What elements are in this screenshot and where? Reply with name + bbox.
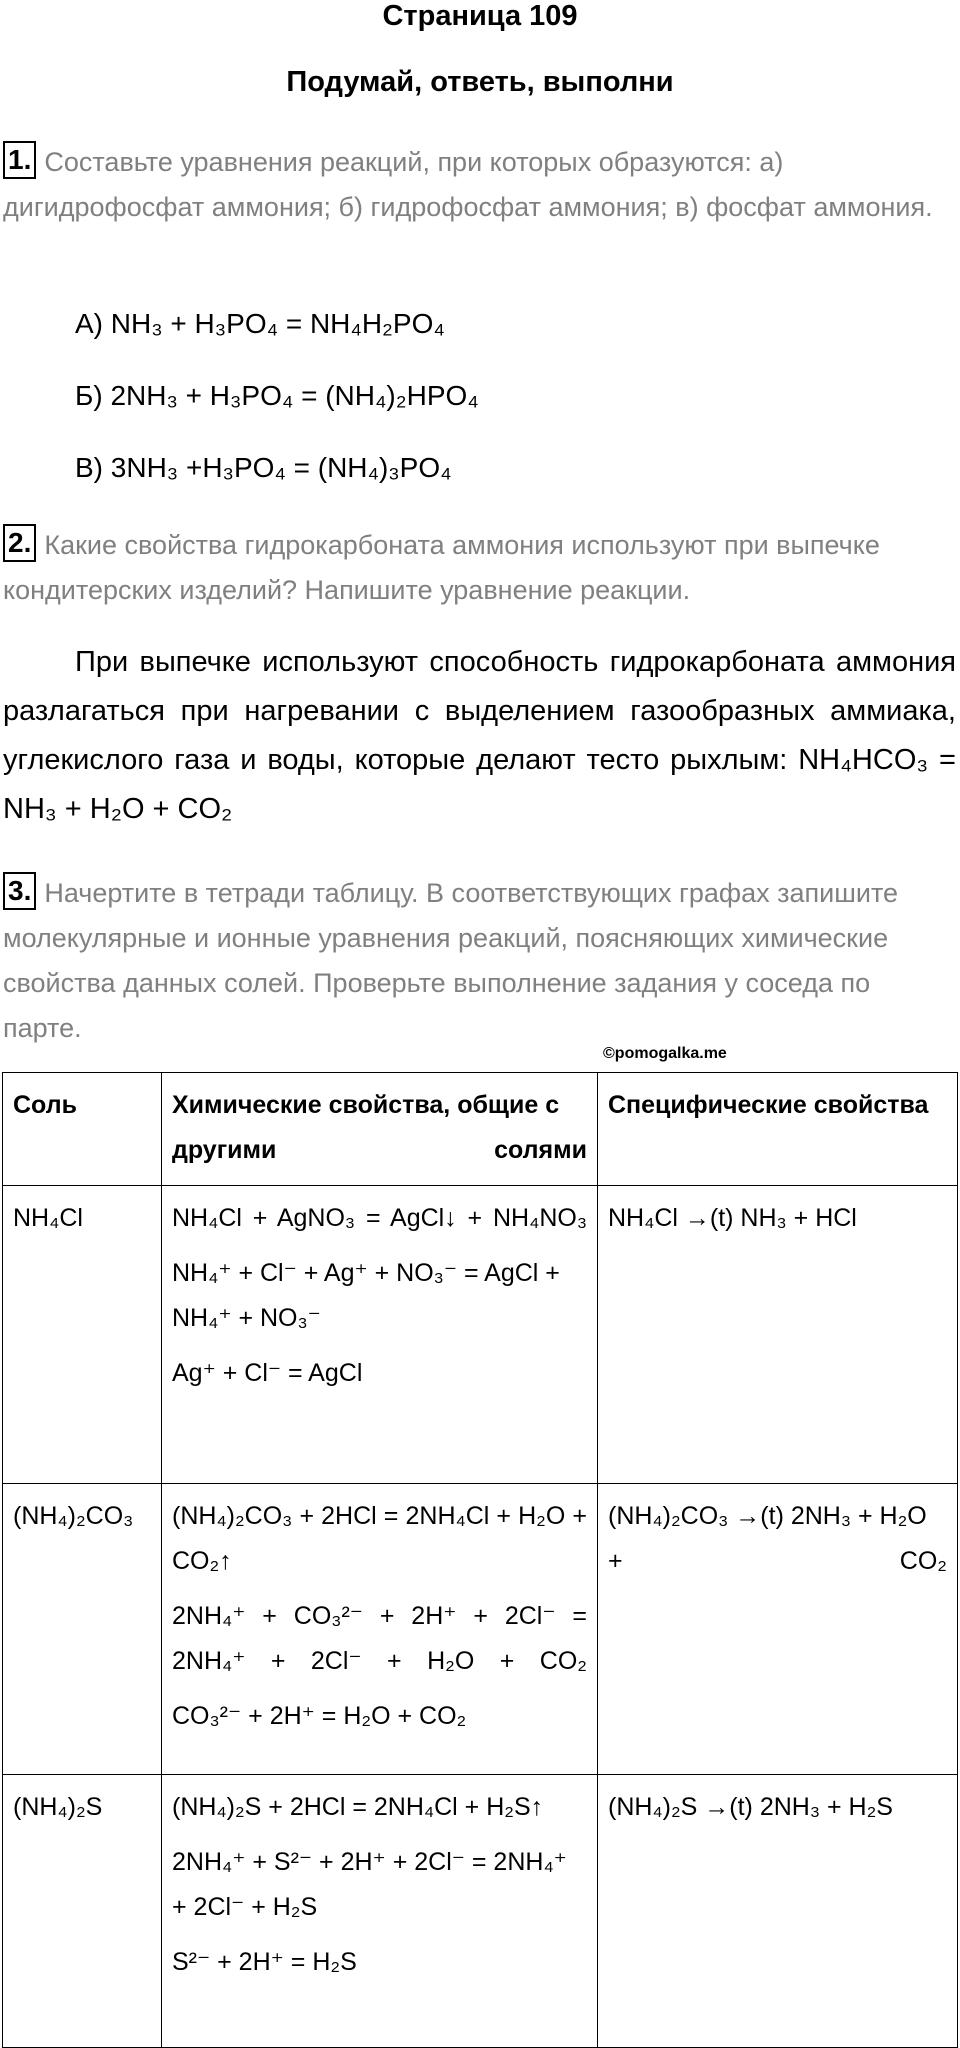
task-3-question bbox=[3, 871, 953, 1051]
salt-cell: (NH₄)₂CO₃ bbox=[3, 1484, 162, 1775]
molecular-equation: (NH₄)₂S + 2HCl = 2NH₄Cl + H₂S↑ bbox=[172, 1793, 544, 1821]
table-row bbox=[3, 1186, 958, 1484]
molecular-equation: NH₄Cl + AgNO₃ = AgCl↓ + NH₄NO₃ bbox=[172, 1204, 587, 1232]
common-properties-cell bbox=[162, 1186, 598, 1484]
header-common-properties: Химические свойства, общие с другими солями bbox=[162, 1073, 598, 1186]
header-specific-properties: Специфические свойства bbox=[598, 1073, 958, 1186]
task-2-text: Какие свойства гидрокарбоната аммония используют при выпечке кондитерских изделий? Напишите уравнение реакции. bbox=[3, 530, 880, 605]
task-3-text: Начертите в тетради таблицу. В соответствующих графах запишите молекулярные и ионные уравнения реакций, поясняющих химические свойства данных солей. Проверьте выполнение задания у соседа по парте. bbox=[3, 878, 899, 1043]
molecular-equation: (NH₄)₂CO₃ + 2HCl = 2NH₄Cl + H₂O + CO₂↑ bbox=[172, 1502, 587, 1575]
salts-table bbox=[2, 1072, 958, 2048]
task-1-answer-c: В) 3NH₃ +H₃PO₄ = (NH₄)₃PO₄ bbox=[75, 452, 452, 483]
short-ionic-equation: Ag⁺ + Cl⁻ = AgCl bbox=[172, 1359, 363, 1387]
salt-cell: NH₄Cl bbox=[3, 1186, 162, 1484]
specific-property-cell: (NH₄)₂CO₃ →(t) 2NH₃ + H₂O + CO₂ bbox=[598, 1484, 958, 1775]
page-title: Страница 109 bbox=[382, 0, 578, 32]
specific-property-cell: (NH₄)₂S →(t) 2NH₃ + H₂S bbox=[598, 1775, 958, 2048]
section-heading: Подумай, ответь, выполни bbox=[286, 66, 674, 98]
task-3-number: 3. bbox=[3, 872, 36, 910]
watermark: ©pomogalka.me bbox=[603, 1045, 727, 1062]
task-1-answer-b: Б) 2NH₃ + H₃PO₄ = (NH₄)₂HPO₄ bbox=[75, 380, 479, 411]
task-1-question bbox=[3, 140, 953, 230]
table-header-row bbox=[3, 1073, 958, 1186]
table-row bbox=[3, 1775, 958, 2048]
task-1-answer-a: А) NH₃ + H₃PO₄ = NH₄H₂PO₄ bbox=[75, 308, 445, 339]
full-ionic-equation: NH₄⁺ + Cl⁻ + Ag⁺ + NO₃⁻ = AgCl + NH₄⁺ + NO₃⁻ bbox=[172, 1259, 560, 1332]
task-1-text: Составьте уравнения реакций, при которых образуются: а) дигидрофосфат аммония; б) гидрофосфат аммония; в) фосфат аммония. bbox=[3, 147, 933, 222]
common-properties-cell bbox=[162, 1775, 598, 2048]
task-1-number: 1. bbox=[3, 141, 36, 179]
task-2-number: 2. bbox=[3, 524, 36, 562]
full-ionic-equation: 2NH₄⁺ + S²⁻ + 2H⁺ + 2Cl⁻ = 2NH₄⁺ + 2Cl⁻ + H₂S bbox=[172, 1848, 567, 1921]
table-row bbox=[3, 1484, 958, 1775]
short-ionic-equation: CO₃²⁻ + 2H⁺ = H₂O + CO₂ bbox=[172, 1702, 467, 1730]
task-2-answer: При выпечке используют способность гидрокарбоната аммония разлагаться при нагревании с выделением газообразных аммиака, углекислого газа и воды, которые делают тесто рыхлым: NH₄HCO₃ = NH₃ + H₂O + CO₂ bbox=[3, 646, 956, 825]
full-ionic-equation: 2NH₄⁺ + CO₃²⁻ + 2H⁺ + 2Cl⁻ = 2NH₄⁺ + 2Cl⁻ + H₂O + CO₂ bbox=[172, 1602, 587, 1675]
specific-property-cell: NH₄Cl →(t) NH₃ + HCl bbox=[598, 1186, 958, 1484]
salt-cell: (NH₄)₂S bbox=[3, 1775, 162, 2048]
common-properties-cell bbox=[162, 1484, 598, 1775]
short-ionic-equation: S²⁻ + 2H⁺ = H₂S bbox=[172, 1948, 357, 1976]
task-2-question bbox=[3, 523, 953, 613]
header-salt: Соль bbox=[3, 1073, 162, 1186]
